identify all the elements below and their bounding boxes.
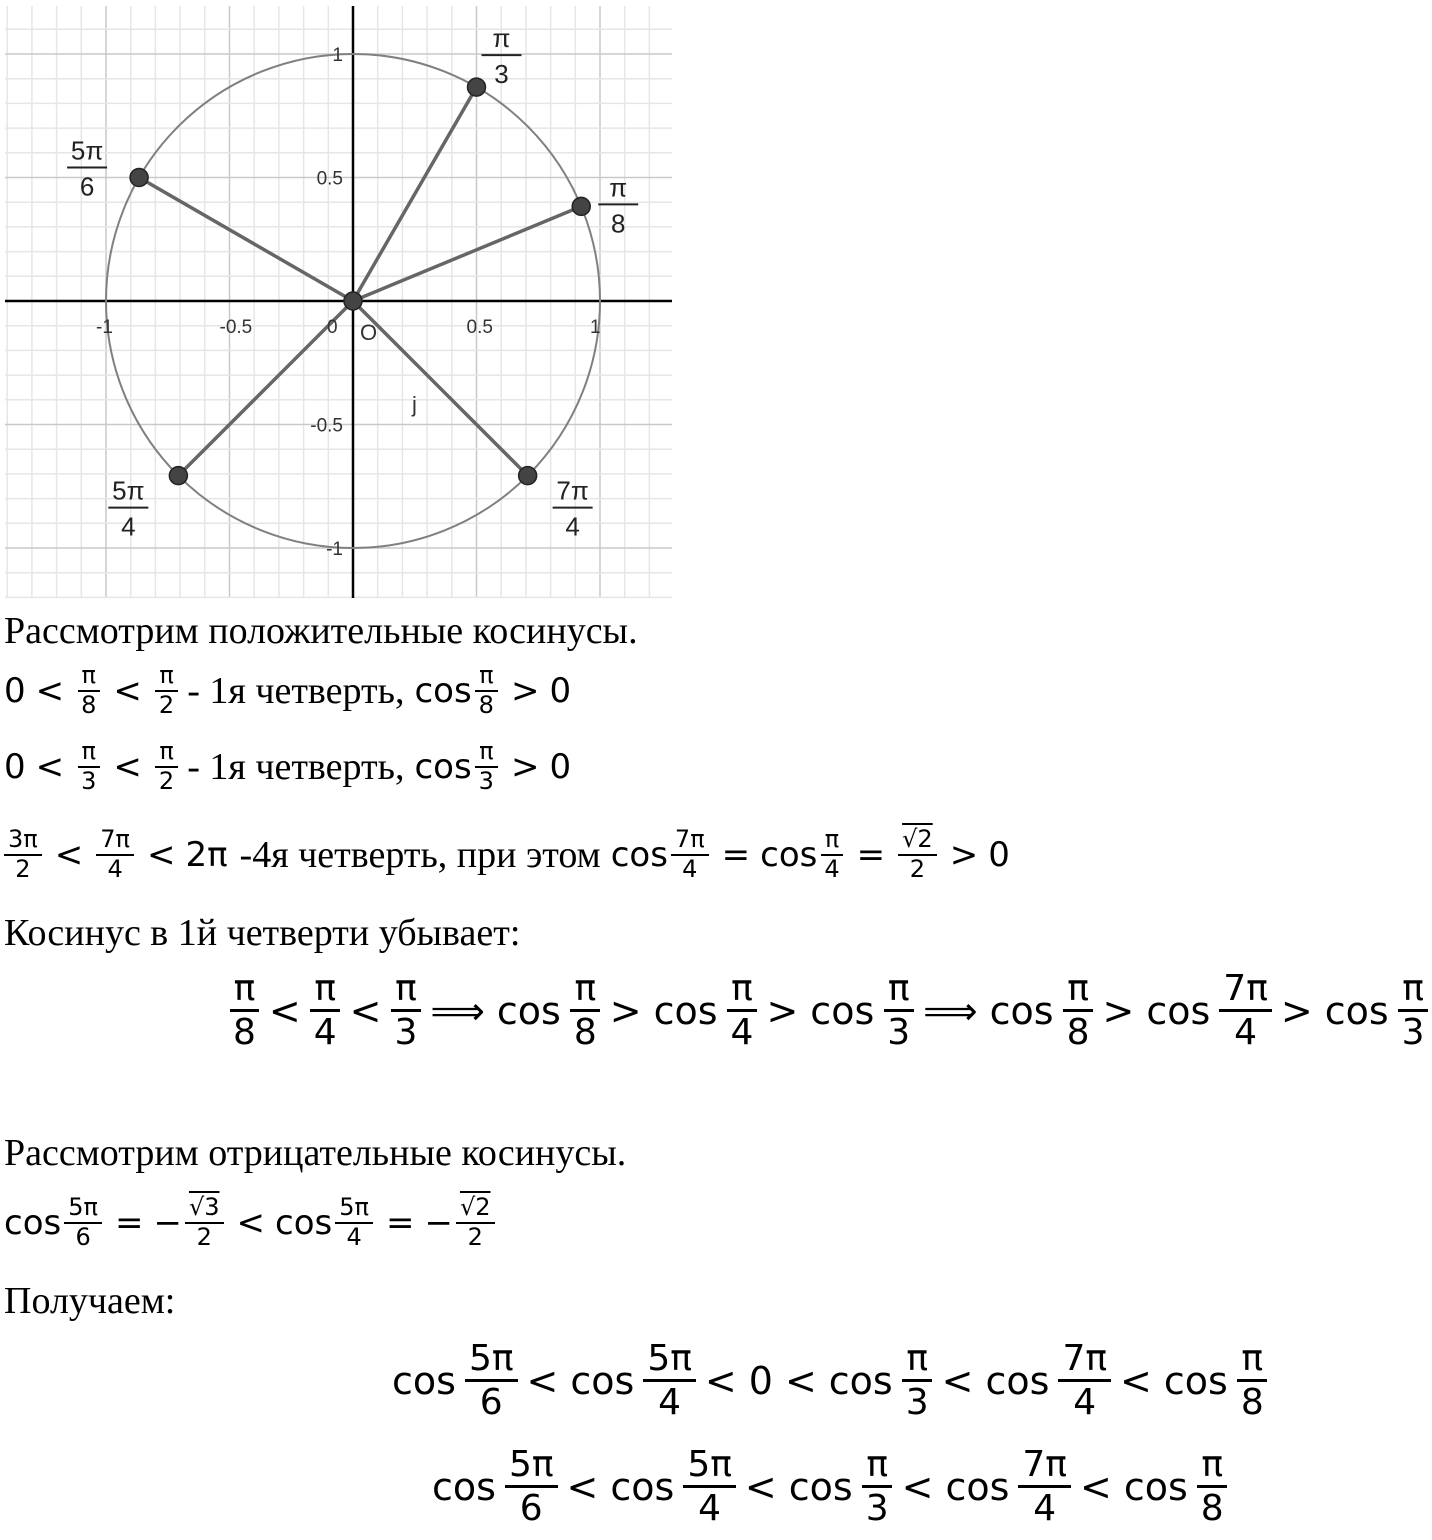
angle-label-denominator: 6	[79, 171, 95, 202]
inequality-7pi-4: $\frac{3\pi}{2}$ < $\frac{7\pi}{4}$ < 2π -4я четверть, при этом cos $\frac{7\pi}{4}$ = cos $\frac{\pi}{4}$ = $\frac{√2}{2}$ > 0	[4, 826, 1010, 883]
x-tick-label: -1	[96, 317, 113, 338]
angle-label-numerator: π	[609, 172, 628, 203]
angle-label-numerator: 7π	[556, 475, 589, 506]
angle-point	[572, 197, 590, 215]
radius-line	[353, 206, 581, 301]
angle-label-denominator: 3	[494, 59, 509, 90]
angle-point	[468, 78, 486, 96]
x-tick-label: -0.5	[219, 317, 253, 338]
y-tick-label: 1	[332, 45, 343, 66]
paragraph-result: Получаем:	[4, 1280, 176, 1322]
j-label: j	[412, 392, 417, 417]
y-tick-label: 0.5	[316, 168, 343, 190]
y-tick-label: -0.5	[310, 415, 343, 437]
radius-line	[139, 178, 353, 302]
angle-label-numerator: π	[492, 23, 511, 54]
angle-point	[169, 467, 187, 485]
paragraph-decreasing: Косинус в 1й четверти убывает:	[4, 912, 521, 954]
x-tick-label: 0	[327, 317, 338, 338]
paragraph-negative: Рассмотрим отрицательные косинусы.	[4, 1132, 627, 1174]
inequality-pi-8: 0 < $\frac{\pi}{8}$ < $\frac{\pi}{2}$ - 1я четверть, cos $\frac{\pi}{8}$ > 0	[4, 661, 572, 719]
unit-circle-graph	[0, 0, 680, 600]
radius-line	[353, 87, 477, 301]
angle-label-numerator: 5π	[112, 475, 145, 506]
x-tick-label: 1	[590, 317, 601, 338]
origin-label: O	[360, 320, 378, 345]
chain-final: cos $\frac{5\pi}{6}$ < cos $\frac{5\pi}{4}$ < cos $\frac{\pi}{3}$ < cos $\frac{7\pi}{4}$ < cos $\frac{\pi}{8}$	[426, 1444, 1231, 1530]
x-tick-label: 0.5	[466, 317, 493, 338]
negative-cosines: cos $\frac{5\pi}{6}$ = − $\frac{√3}{2}$ < cos $\frac{5\pi}{4}$ = − $\frac{√2}{2}$	[4, 1194, 498, 1251]
y-tick-label: -1	[326, 539, 343, 560]
inequality-pi-3: 0 < $\frac{\pi}{3}$ < $\frac{\pi}{2}$ - 1я четверть, cos $\frac{\pi}{3}$ > 0	[4, 737, 572, 795]
chain-with-zero: cos $\frac{5\pi}{6}$ < cos $\frac{5\pi}{4}$ < 0 < cos $\frac{\pi}{3}$ < cos $\frac{7\pi}{4}$ < cos $\frac{\pi}{8}$	[386, 1338, 1271, 1424]
angle-label-denominator: 8	[610, 208, 626, 239]
angle-label-numerator: 5π	[70, 135, 104, 166]
angle-point	[519, 467, 537, 485]
angle-label-denominator: 4	[565, 511, 580, 542]
paragraph-positive: Рассмотрим положительные косинусы.	[4, 610, 638, 652]
chain-positive: $\frac{\pi}{8}$ < $\frac{\pi}{4}$ < $\frac{\pi}{3}$ ⟹ cos $\frac{\pi}{8}$ > cos $\frac{\pi}{4}$ > cos $\frac{\pi}{3}$ ⟹ cos $\frac{\pi}{8}$ > cos $\frac{7\pi}{4}$ > cos $\frac{\pi}{3}$	[226, 968, 1432, 1054]
angle-point	[130, 169, 148, 187]
angle-label-denominator: 4	[121, 511, 136, 542]
origin-point	[344, 292, 362, 310]
